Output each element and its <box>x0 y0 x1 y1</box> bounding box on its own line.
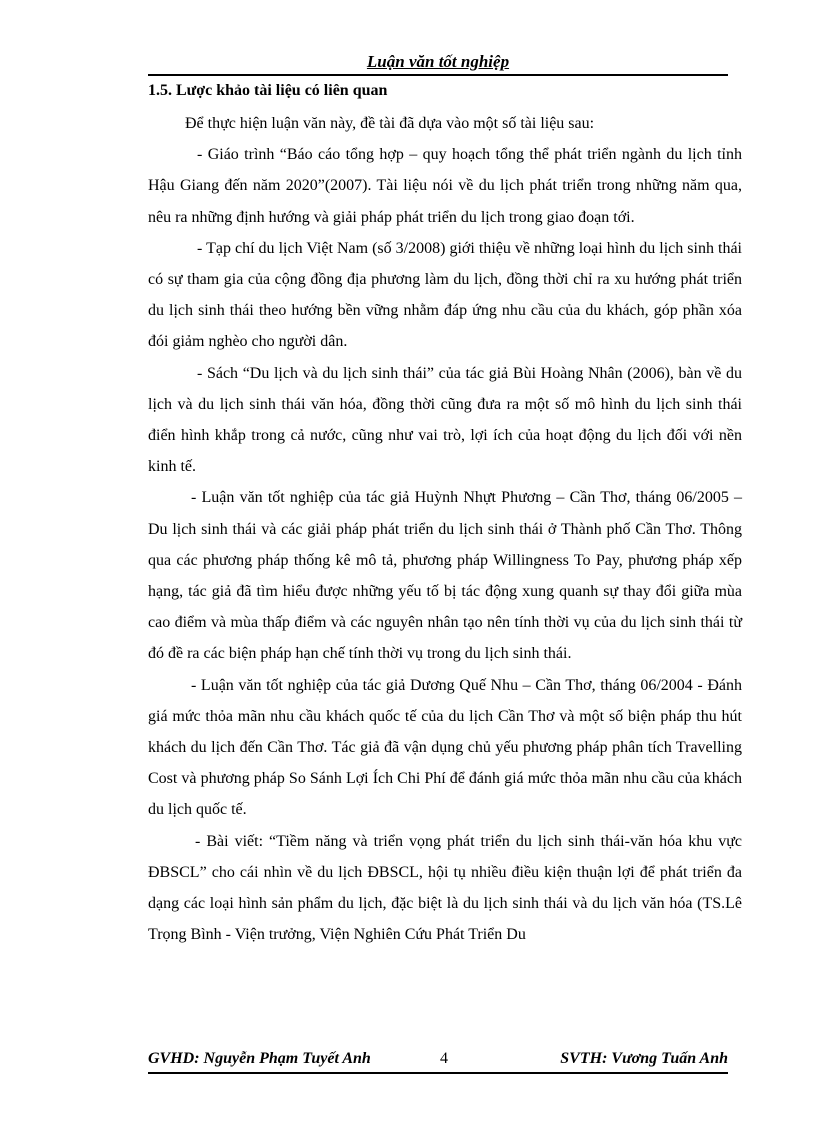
page-body <box>148 78 742 950</box>
header-title: Luận văn tốt nghiệp <box>366 52 510 71</box>
reference-item-textbook: - Giáo trình “Báo cáo tổng hợp – quy hoạch tổng thể phát triển ngành du lịch tỉnh Hậu Giang đến năm 2020”(2007). Tài liệu nói về du lịch phát triển trong những năm qua, nêu ra những định hướng và giải pháp phát triển du lịch trong giao đoạn tới. <box>148 146 742 226</box>
page-header <box>148 50 728 76</box>
page-footer <box>148 1050 728 1074</box>
reference-item-thesis-nhu: - Luận văn tốt nghiệp của tác giả Dương Quế Nhu – Cần Thơ, tháng 06/2004 - Đánh giá mức thỏa mãn nhu cầu khách quốc tế của du lịch Cần Thơ và một số biện pháp thu hút khách du lịch đến Cần Thơ. Tác giả đã vận dụng chủ yếu phương pháp phân tích Travelling Cost và phương pháp So Sánh Lợi Ích Chi Phí để đánh giá mức thỏa mãn nhu cầu của khách du lịch quốc tế. <box>148 676 742 819</box>
footer-advisor: GVHD: Nguyễn Phạm Tuyết Anh <box>148 1050 371 1067</box>
reference-item-article: - Bài viết: “Tiềm năng và triển vọng phát triển du lịch sinh thái-văn hóa khu vực ĐBSCL” cho cái nhìn về du lịch ĐBSCL, hội tụ nhiều điều kiện thuận lợi để phát triển đa dạng các loại hình sản phẩm du lịch, đặc biệt là du lịch sinh thái và du lịch văn hóa (TS.Lê Trọng Bình - Viện trưởng, Viện Nghiên Cứu Phát Triển Du <box>148 832 742 944</box>
section-heading: 1.5. Lược khảo tài liệu có liên quan <box>148 82 388 99</box>
reference-item-magazine: - Tạp chí du lịch Việt Nam (số 3/2008) giới thiệu về những loại hình du lịch sinh thái có sự tham gia của cộng đồng địa phương làm du lịch, đồng thời chỉ ra xu hướng phát triển du lịch sinh thái theo hướng bền vững nhằm đáp ứng nhu cầu của du khách, góp phần xóa đói giảm nghèo cho người dân. <box>148 239 742 351</box>
reference-item-thesis-phuong: - Luận văn tốt nghiệp của tác giả Huỳnh Nhựt Phương – Cần Thơ, tháng 06/2005 – Du lịch sinh thái và các giải pháp phát triển du lịch sinh thái ở Thành phố Cần Thơ. Thông qua các phương pháp thống kê mô tả, phương pháp Willingness To Pay, phương pháp xếp hạng, tác giả đã tìm hiểu được những yếu tố bị tác động xung quanh sự thay đổi giữa mùa cao điểm và mùa thấp điểm và các nguyên nhân tạo nên tính thời vụ của du lịch sinh thái từ đó đề ra các biện pháp hạn chế tính thời vụ trong du lịch sinh thái. <box>148 489 742 663</box>
reference-item-book: - Sách “Du lịch và du lịch sinh thái” của tác giả Bùi Hoàng Nhân (2006), bàn về du lịch và du lịch sinh thái văn hóa, đồng thời cũng đưa ra một số mô hình du lịch sinh thái điển hình khắp trong cả nước, cũng như vai trò, lợi ích của hoạt động du lịch đối với nền kinh tế. <box>148 364 742 476</box>
footer-student: SVTH: Vương Tuấn Anh <box>560 1050 728 1067</box>
intro-paragraph: Để thực hiện luận văn này, đề tài đã dựa vào một số tài liệu sau: <box>185 115 595 132</box>
page-number: 4 <box>440 1050 448 1067</box>
